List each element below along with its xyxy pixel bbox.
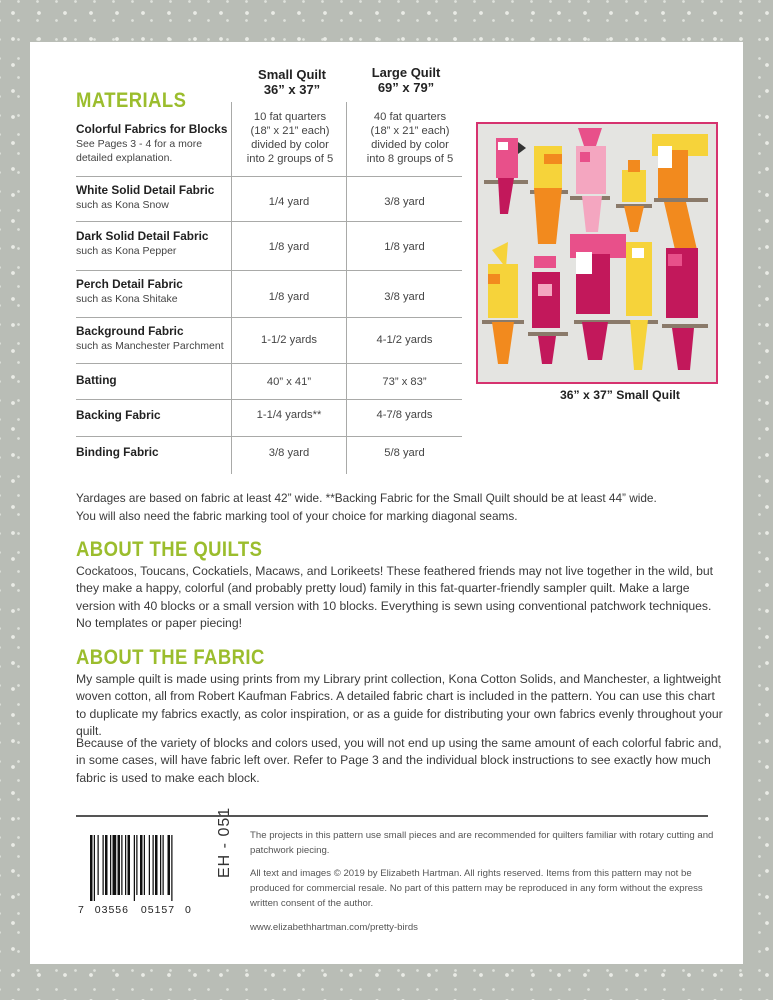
barcode-bar (103, 835, 104, 895)
barcode-bar (110, 835, 111, 895)
barcode-bar (113, 835, 117, 895)
barcode-digit: 03556 (94, 904, 129, 916)
small-cell: 1-1/2 yards (261, 334, 317, 346)
large-quilt-name: Large Quilt (371, 65, 441, 80)
row-label: Perch Detail Fabric (76, 277, 183, 291)
row-label: Backing Fabric (76, 408, 161, 422)
copyright-note: All text and images © 2019 by Elizabeth Hartman. All rights reserved. Items from this pattern may not be produced for commercial resale. No part of this pattern may be reproduced in any form without the express written consent of the author. (250, 868, 703, 909)
row-sublabel: such as Manchester Parchment (76, 340, 224, 352)
barcode-bar (153, 835, 154, 895)
barcode-bar (136, 835, 137, 895)
large-cell: 3/8 yard (384, 196, 425, 208)
row-sublabel: such as Kona Shitake (76, 293, 178, 305)
table-row-divider (76, 363, 462, 364)
row-label: Batting (76, 373, 117, 387)
table-row (76, 122, 228, 165)
large-quilt-header (350, 65, 462, 95)
large-cell: 3/8 yard (384, 291, 425, 303)
barcode-bar (160, 835, 161, 895)
table-row-divider (76, 317, 462, 318)
sku-code: EH - 051 (216, 806, 233, 878)
about-fabric-heading: ABOUT THE FABRIC (76, 646, 265, 669)
table-row (76, 324, 228, 353)
small-cell: 1/8 yard (268, 291, 310, 303)
large-cell: 73” x 83” (382, 376, 427, 388)
row-label: Dark Solid Detail Fabric (76, 229, 209, 243)
barcode-bar (98, 835, 99, 895)
website-link[interactable]: www.elizabethhartman.com/pretty-birds (250, 922, 418, 933)
about-quilts-text: Cockatoos, Toucans, Cockatiels, Macaws, and Lorikeets! These feathered friends may not live together in the wild, but they make a happy, colorful (and probably pretty loud) family in this fat-quarter-friendly sampler quilt. Make a large version with 40 blocks or a small version with 10 blocks. Everything is sewn using conventional patchwork techniques. No templates or paper piecing! (76, 564, 714, 631)
row-sublabel: See Pages 3 - 4 for a more detailed explanation. (76, 138, 203, 164)
barcode-bar (121, 835, 122, 895)
barcode (88, 835, 212, 901)
pattern-back-page (30, 42, 743, 964)
barcode-bar (118, 835, 121, 895)
barcode-bar (94, 835, 95, 901)
row-sublabel: such as Kona Pepper (76, 245, 177, 257)
barcode-bar (155, 835, 158, 895)
large-quilt-size: 69” x 79” (377, 80, 435, 95)
about-quilts-heading: ABOUT THE QUILTS (76, 538, 263, 561)
materials-heading: MATERIALS (76, 89, 187, 112)
barcode-digits (78, 904, 192, 916)
small-cell: 10 fat quarters (18” x 21” each) divided by color into 2 groups of 5 (246, 111, 334, 165)
barcode-bar (171, 835, 172, 901)
barcode-digit: 0 (185, 904, 192, 916)
large-cell: 5/8 yard (384, 447, 425, 459)
row-label: Binding Fabric (76, 445, 159, 459)
table-row-divider (76, 399, 462, 400)
table-row-divider (76, 270, 462, 271)
small-quilt-header (234, 67, 350, 97)
large-cell: 40 fat quarters (18” x 21” each) divided by color into 8 groups of 5 (366, 111, 454, 165)
barcode-bar (163, 835, 164, 895)
row-sublabel: such as Kona Snow (76, 199, 169, 211)
small-cell: 40” x 41” (266, 376, 312, 388)
barcode-bar (144, 835, 145, 895)
small-cell: 1/8 yard (268, 241, 310, 253)
skill-note: The projects in this pattern use small pieces and are recommended for quilters familiar with rotary cutting and patchwork piecing. (250, 830, 714, 856)
barcode-bar (140, 835, 143, 895)
about-fabric-text: My sample quilt is made using prints from my Library print collection, Kona Cotton Solids, and Manchester, a lightweight woven cotton, all from Robert Kaufman Fabrics. A detailed fabric chart is included in the pattern. You can use this chart to duplicate my fabrics exactly, as color inspiration, or as a guide for distributing your own fabrics evenly throughout your quilt. (76, 672, 723, 739)
table-row (76, 183, 228, 212)
barcode-bar (90, 835, 93, 901)
barcode-bar (149, 835, 150, 895)
large-cell: 4-1/2 yards (376, 334, 433, 346)
barcode-digit: 05157 (140, 904, 176, 916)
row-label: Colorful Fabrics for Blocks (76, 122, 228, 136)
small-cell: 1-1/4 yards** (256, 409, 322, 421)
barcode-digit: 7 (78, 904, 85, 916)
quilt-caption: 36” x 37” Small Quilt (560, 388, 680, 402)
footer-divider (76, 815, 708, 817)
large-cell: 1/8 yard (384, 241, 425, 253)
barcode-bar (168, 835, 171, 895)
marking-tool-note: You will also need the fabric marking tool of your choice for marking diagonal seams. (76, 509, 518, 523)
yardage-note: Yardages are based on fabric at least 42” wide. **Backing Fabric for the Small Quilt should be at least 44” wide. (76, 491, 657, 505)
barcode-bar (105, 835, 108, 895)
small-cell: 3/8 yard (268, 447, 310, 459)
table-row (76, 277, 228, 306)
table-row-divider (76, 221, 462, 222)
parrot-quilt-illustration (478, 124, 716, 382)
row-label: Background Fabric (76, 324, 184, 338)
barcode-bar (128, 835, 131, 895)
row-label: White Solid Detail Fabric (76, 183, 215, 197)
small-cell: 1/4 yard (268, 196, 310, 208)
table-row (76, 229, 228, 258)
large-cell: 4-7/8 yards (376, 409, 433, 421)
small-quilt-size: 36” x 37” (263, 82, 321, 97)
barcode-bar (125, 835, 126, 895)
table-row-divider (76, 436, 462, 437)
table-row-divider (76, 176, 462, 177)
about-fabric-text-2: Because of the variety of blocks and colors used, you will not end up using the same amount of each colorful fabric and, in some cases, will have fabric left over. Refer to Page 3 and the individual block instructions to see exactly how much fabric is used to make each block. (76, 736, 722, 785)
small-quilt-name: Small Quilt (258, 67, 326, 82)
barcode-bar (134, 835, 135, 901)
quilt-image (476, 122, 718, 384)
